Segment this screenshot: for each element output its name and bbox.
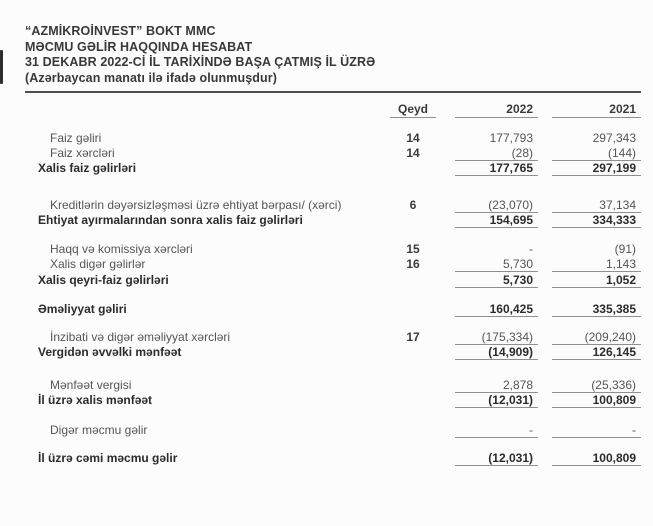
row-value-2021: (144) [552, 146, 641, 161]
row-value-2021: 297,199 [552, 161, 641, 176]
document-header [25, 24, 641, 86]
currency-note: (Azərbaycan manatı ilə ifadə olunmuşdur) [25, 70, 277, 85]
column-header-2021: 2021 [552, 103, 641, 118]
column-header-note: Qeyd [390, 103, 436, 118]
row-label: Faiz gəliri [50, 131, 102, 145]
table-row [25, 330, 641, 345]
row-value-2022: (175,334) [455, 330, 538, 345]
row-value-2022: (12,031) [455, 393, 538, 408]
row-value-2021: 100,809 [552, 393, 641, 408]
row-label: Xalis faiz gəlirləri [38, 161, 137, 175]
row-label: Ehtiyat ayırmalarından sonra xalis faiz gəlirləri [38, 213, 303, 227]
row-value-2022: 5,730 [455, 273, 538, 288]
table-row [25, 161, 641, 176]
row-label: Xalis digər gəlirlər [50, 257, 146, 271]
row-value-2022: 2,878 [455, 378, 538, 393]
table-row [25, 213, 641, 228]
income-statement-table [25, 103, 641, 466]
row-label: Kreditlərin dəyərsizləşməsi üzrə ehtiyat bərpası/ (xərci) [50, 198, 342, 212]
row-value-2022: 160,425 [455, 302, 538, 317]
table-header-row [25, 103, 641, 117]
row-value-2021: (25,336) [552, 378, 641, 393]
row-value-2021: (209,240) [552, 330, 641, 345]
document-content [25, 24, 641, 466]
row-note-number: 16 [406, 257, 420, 271]
table-row [25, 273, 641, 288]
row-value-2022: - [529, 242, 533, 256]
row-value-2021: 334,333 [552, 213, 641, 228]
row-value-2022: (23,070) [455, 198, 538, 213]
row-note-number: 17 [406, 330, 420, 344]
table-row [25, 393, 641, 408]
column-header-2022: 2022 [455, 103, 538, 118]
row-value-2021: 37,134 [552, 198, 641, 213]
row-label: İl üzrə xalis mənfəət [38, 393, 153, 407]
row-note-number: 14 [406, 131, 420, 145]
row-value-2021: 1,143 [552, 257, 641, 272]
row-value-2021: 100,809 [552, 451, 641, 466]
row-value-2022: 154,695 [455, 213, 538, 228]
row-value-2022: (28) [455, 146, 538, 161]
table-row [25, 302, 641, 317]
row-value-2022: 177,793 [489, 131, 533, 145]
row-value-2022: 177,765 [455, 161, 538, 176]
table-row [25, 451, 641, 466]
row-label: Faiz xərcləri [50, 146, 115, 160]
header-divider [25, 91, 641, 93]
scan-artifact [0, 50, 3, 84]
row-label: Digər məcmu gəlir [50, 423, 148, 437]
table-row [25, 345, 641, 360]
row-note-number: 6 [409, 198, 417, 212]
table-row [25, 423, 641, 438]
row-note-number: 15 [406, 242, 420, 256]
statement-title: MƏCMU GƏLİR HAQQINDA HESABAT [25, 39, 253, 54]
row-value-2021: (91) [614, 242, 636, 256]
row-label: Mənfəət vergisi [50, 378, 132, 392]
table-row [25, 378, 641, 393]
row-value-2021: 335,385 [552, 302, 641, 317]
table-row [25, 242, 641, 257]
row-note-number: 14 [406, 146, 420, 160]
table-row [25, 146, 641, 161]
row-value-2021: 297,343 [592, 131, 636, 145]
row-label: İnzibati və digər əməliyyat xərcləri [50, 330, 231, 344]
row-label: Vergidən əvvəlki mənfəət [38, 345, 182, 359]
row-value-2021: 1,052 [552, 273, 641, 288]
row-label: Əməliyyat gəliri [38, 302, 127, 316]
table-body [25, 131, 641, 466]
row-label: Xalis qeyri-faiz gəlirləri [38, 273, 169, 287]
row-value-2022: 5,730 [455, 257, 538, 272]
table-row [25, 131, 641, 146]
row-label: Haqq və komissiya xərcləri [50, 242, 193, 256]
table-row [25, 257, 641, 272]
table-row [25, 198, 641, 213]
row-label: İl üzrə cəmi məcmu gəlir [38, 451, 178, 465]
company-name: “AZMİKROİNVEST” BOKT MMC [25, 24, 216, 38]
row-value-2022: (14,909) [455, 345, 538, 360]
row-value-2021: - [552, 423, 641, 438]
row-value-2021: 126,145 [552, 345, 641, 360]
row-value-2022: - [455, 423, 538, 438]
statement-period: 31 DEKABR 2022-Cİ İL TARİXİNDƏ BAŞA ÇATMIŞ İL ÜZRƏ [25, 55, 376, 69]
row-value-2022: (12,031) [455, 451, 538, 466]
